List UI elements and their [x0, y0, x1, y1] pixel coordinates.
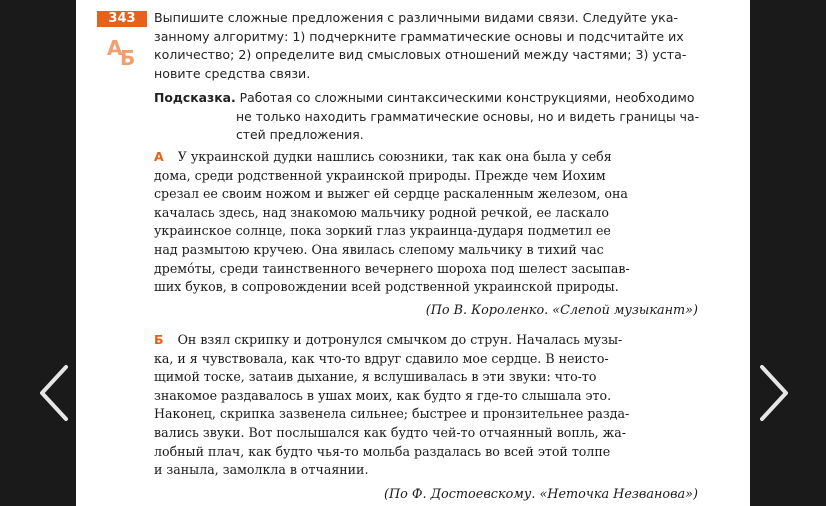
text-a-source: (По В. Короленко. «Слепой музыкант») [425, 303, 698, 318]
hint-line: стей предложения. [236, 127, 364, 143]
chevron-left-icon [36, 363, 72, 423]
text-line: и заныла, замолкла в отчаянии. [154, 462, 369, 478]
hint-label: Подсказка. [154, 90, 236, 105]
task-line: Выпишите сложные предложения с различными видами связи. Следуйте ука- [154, 10, 679, 25]
text-line: дома, среди родственной украинской природы. Прежде чем Иохим [154, 167, 606, 183]
text-line: ка, и я чувствовала, как что-то вдруг сдавило мое сердце. В неисто- [154, 350, 609, 366]
text-b-first-line [154, 331, 702, 350]
text-line: лобный плач, как будто чья-то мольба раздалась во всей этой толпе [154, 443, 611, 459]
text-a [154, 148, 702, 297]
next-page-button[interactable] [756, 363, 792, 423]
text-line: качалась здесь, над знакомою мальчику родной речкой, ее ласкало [154, 204, 609, 220]
text-b-letter: Б [154, 332, 164, 347]
hint-line: Работая со сложными синтаксическими конструкциями, необходимо [235, 90, 695, 105]
text-line: Он взял скрипку и дотронулся смычком до струн. Началась музы- [177, 332, 623, 347]
text-line: дремо́ты, среди таинственного вечернего шороха под шелест засыпав- [154, 260, 630, 276]
prev-page-button[interactable] [36, 363, 72, 423]
text-line: над размытою кручею. Она явилась слепому мальчику в тихий час [154, 241, 604, 257]
text-line: Наконец, скрипка зазвенела сильнее; быстрее и пронзительнее разда- [154, 406, 630, 422]
exercise-number-badge: 343 [97, 11, 147, 27]
text-b-source: (По Ф. Достоевскому. «Неточка Незванова») [383, 487, 698, 502]
hint-first-line [154, 89, 702, 108]
exercise-task [154, 9, 702, 83]
ab-letters-icon [107, 36, 143, 70]
text-a-first-line [154, 148, 702, 167]
icon-letter-a: А [107, 36, 123, 60]
exercise-hint [154, 89, 702, 145]
task-line: занному алгоритму: 1) подчеркните грамматические основы и подсчитайте их [154, 28, 684, 44]
text-line: ших буков, в сопровождении всей родственной украинской природы. [154, 279, 619, 295]
chevron-right-icon [756, 363, 792, 423]
text-line: украинское солнце, пока зоркий глаз украинца-дударя подметил ее [154, 223, 611, 239]
text-b [154, 331, 702, 480]
text-line: вались звуки. Вот послышался как будто чей-то отчаянный вопль, жа- [154, 424, 626, 440]
hint-line: не только находить грамматические основы, но и видеть границы ча- [236, 108, 700, 124]
task-line: количество; 2) определите вид смысловых отношений между частями; 3) уста- [154, 47, 687, 63]
text-line: срезал ее своим ножом и выжег ей сердце раскаленным железом, она [154, 186, 628, 202]
icon-letter-b: Б [120, 46, 136, 70]
text-line: У украинской дудки нашлись союзники, так как она была у себя [177, 149, 612, 164]
text-line: знакомое раздавалось в ушах моих, как будто я где-то слышала это. [154, 387, 612, 403]
task-line: новите средства связи. [154, 65, 311, 81]
textbook-page [76, 0, 750, 506]
text-a-letter: А [154, 149, 164, 164]
text-line: щимой тоске, затаив дыхание, я вслушивалась в эти звуки: что-то [154, 369, 597, 385]
